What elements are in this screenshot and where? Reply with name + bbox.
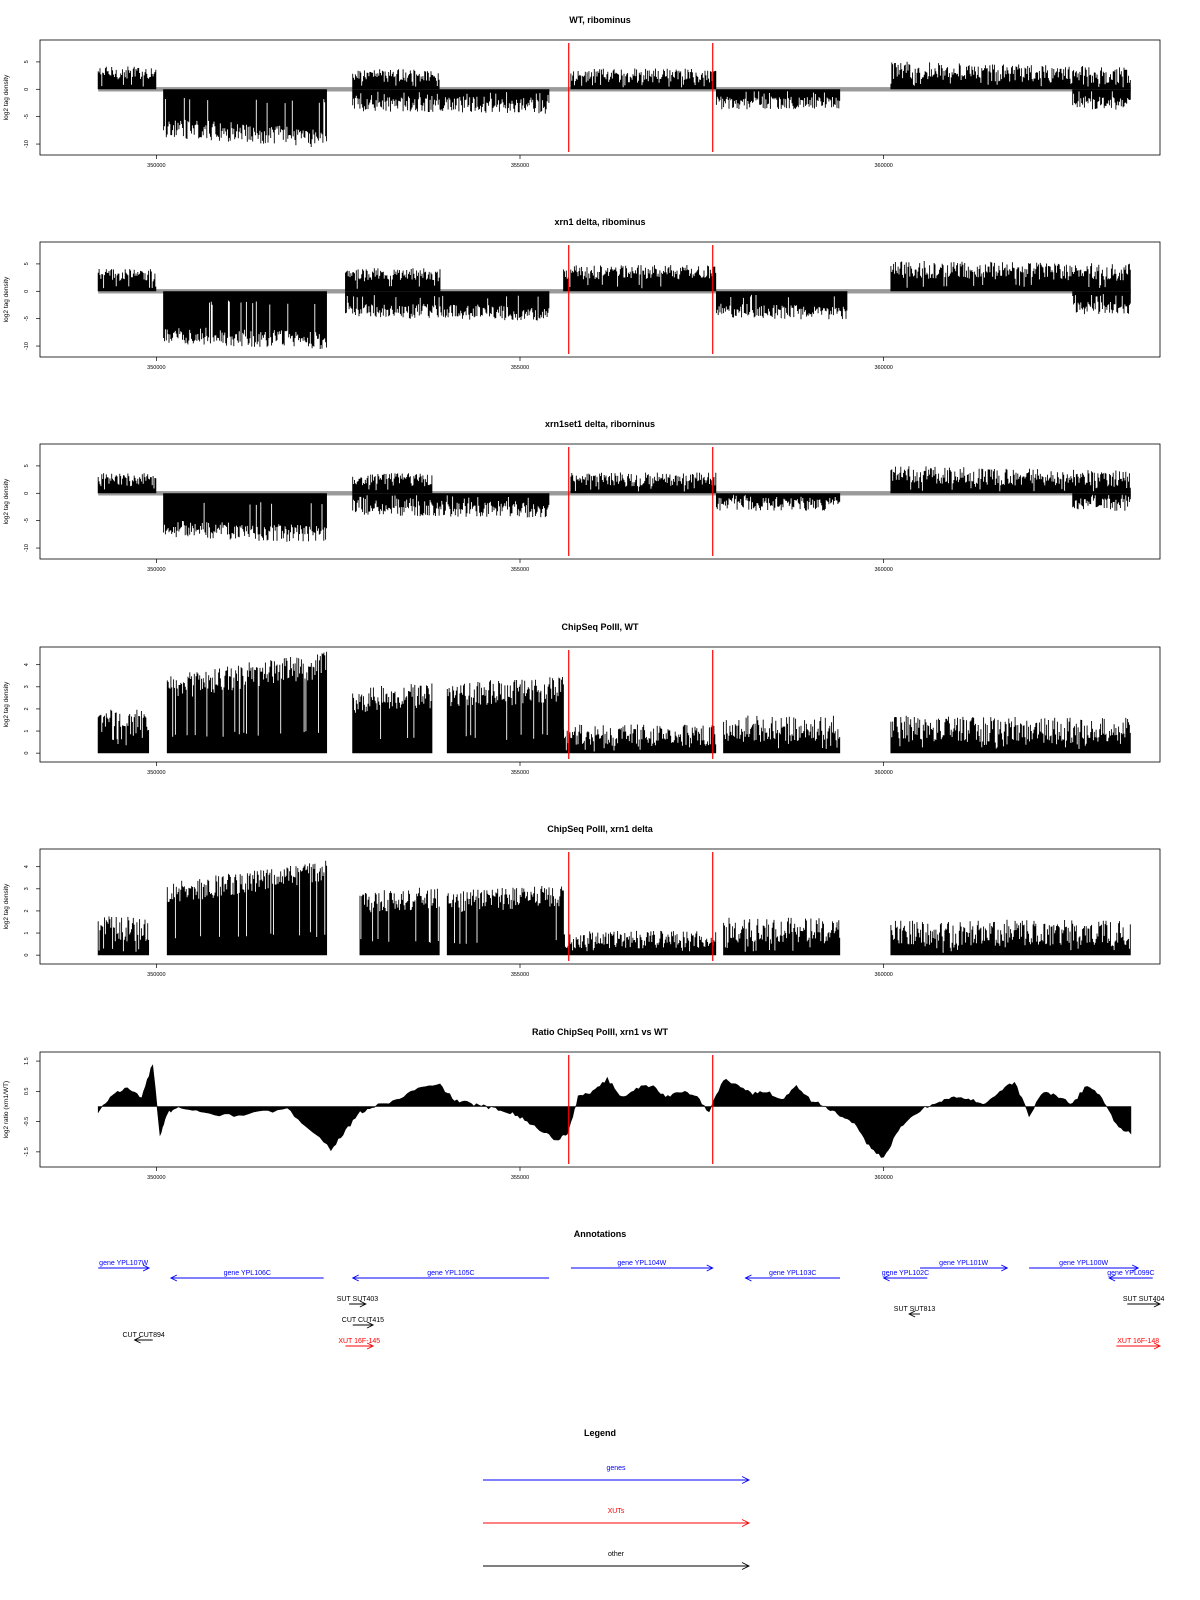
density-bars xyxy=(98,67,156,90)
y-tick-label: -10 xyxy=(24,544,30,553)
y-tick-label: 1 xyxy=(24,931,30,935)
y-tick-label: 0 xyxy=(24,751,30,755)
feature-label: CUT CUT415 xyxy=(341,1317,385,1324)
y-tick-label: -1.5 xyxy=(24,1147,30,1157)
feature-label: gene YPL099C xyxy=(1107,1270,1155,1277)
annotations-panel xyxy=(98,1229,1164,1349)
legend-item xyxy=(483,1508,749,1527)
legend-label: other xyxy=(608,1551,624,1558)
y-tick-label: 5 xyxy=(24,464,30,468)
x-tick-label: 360000 xyxy=(874,163,893,169)
y-tick-label: 4 xyxy=(24,865,30,869)
y-tick-label: 0 xyxy=(24,953,30,957)
density-bars xyxy=(98,710,148,754)
density-bars xyxy=(164,89,327,147)
density-bars xyxy=(716,493,839,511)
annotation-feature xyxy=(1116,1338,1160,1349)
y-tick-label: 3 xyxy=(24,685,30,689)
density-bars xyxy=(98,269,156,291)
density-bars xyxy=(564,265,716,291)
panel-title: Ratio ChipSeq PolII, xrn1 vs WT xyxy=(531,1027,669,1037)
x-tick-label: 355000 xyxy=(510,567,530,573)
annotation-feature xyxy=(353,1270,549,1281)
y-tick-label: 0 xyxy=(24,87,30,91)
annotations-title: Annotations xyxy=(573,1229,627,1239)
density-bars xyxy=(360,888,439,955)
panel-2 xyxy=(3,217,1160,371)
density-bars xyxy=(98,916,148,955)
x-tick-label: 350000 xyxy=(147,770,166,776)
density-bars xyxy=(1073,89,1131,109)
legend-item xyxy=(483,1465,749,1484)
y-tick-label: 0 xyxy=(24,289,30,293)
feature-label: gene YPL106C xyxy=(223,1270,271,1277)
feature-label: XUT 16F-145 xyxy=(338,1338,381,1345)
annotation-feature xyxy=(1107,1270,1154,1281)
annotation-feature xyxy=(882,1270,929,1281)
feature-label: CUT CUT894 xyxy=(122,1332,165,1339)
y-axis-label: log2 ratio (xrn1/WT) xyxy=(3,1080,10,1139)
annotation-feature xyxy=(571,1260,713,1271)
annotation-feature xyxy=(894,1306,936,1317)
y-axis-label: log2 tag density xyxy=(3,883,10,930)
density-bars xyxy=(353,89,549,113)
x-tick-label: 355000 xyxy=(510,163,530,169)
legend-label: genes xyxy=(606,1465,626,1472)
density-bars xyxy=(1073,493,1131,511)
feature-label: SUT SUT404 xyxy=(1122,1296,1165,1303)
annotation-feature xyxy=(342,1317,384,1328)
density-bars xyxy=(1073,291,1131,314)
panel-3 xyxy=(3,419,1160,573)
density-bars xyxy=(447,677,563,753)
density-bars xyxy=(353,493,549,517)
legend-item xyxy=(483,1551,749,1570)
annotation-feature xyxy=(98,1260,149,1271)
feature-label: gene YPL102C xyxy=(881,1270,930,1277)
x-tick-label: 360000 xyxy=(874,567,893,573)
density-bars xyxy=(164,493,327,541)
panel-1 xyxy=(3,15,1160,169)
legend-panel xyxy=(483,1428,749,1570)
y-tick-label: 1 xyxy=(24,729,30,733)
density-bars xyxy=(891,466,1130,493)
y-tick-label: 0.5 xyxy=(24,1087,30,1096)
feature-label: gene YPL104W xyxy=(617,1260,667,1267)
x-tick-label: 350000 xyxy=(147,1175,166,1181)
density-bars xyxy=(564,725,716,754)
y-tick-label: 2 xyxy=(24,909,30,913)
y-tick-label: 0 xyxy=(24,491,30,495)
panel-title: ChipSeq PolII, WT xyxy=(561,622,639,632)
x-tick-label: 355000 xyxy=(510,365,530,371)
density-bars xyxy=(98,473,156,493)
annotation-feature xyxy=(920,1260,1007,1271)
density-bars xyxy=(571,473,716,494)
feature-label: gene YPL101W xyxy=(939,1260,989,1267)
y-tick-label: -10 xyxy=(24,342,30,351)
density-bars xyxy=(167,861,326,955)
y-tick-label: 2 xyxy=(24,707,30,711)
y-axis-label: log2 tag density xyxy=(3,478,10,525)
y-tick-label: 5 xyxy=(24,262,30,266)
y-axis-label: log2 tag density xyxy=(3,681,10,728)
density-bars xyxy=(564,931,716,955)
annotation-feature xyxy=(337,1296,379,1307)
annotation-feature xyxy=(171,1270,324,1281)
feature-label: gene YPL107W xyxy=(99,1260,149,1267)
panel-title: xrn1set1 delta, riborninus xyxy=(544,419,656,429)
x-tick-label: 360000 xyxy=(874,1175,893,1181)
density-bars xyxy=(724,716,840,754)
x-tick-label: 350000 xyxy=(147,567,166,573)
y-axis-label: log2 tag density xyxy=(3,74,10,121)
feature-label: gene YPL105C xyxy=(427,1270,475,1277)
y-tick-label: -5 xyxy=(24,114,30,120)
x-tick-label: 360000 xyxy=(874,365,893,371)
density-bars xyxy=(353,473,432,493)
x-tick-label: 350000 xyxy=(147,163,166,169)
x-tick-label: 360000 xyxy=(874,770,893,776)
annotation-feature xyxy=(122,1332,164,1343)
panel-title: xrn1 delta, ribominus xyxy=(554,217,646,227)
y-tick-label: 1.5 xyxy=(24,1057,30,1065)
y-tick-label: 4 xyxy=(24,663,30,667)
density-bars xyxy=(167,652,326,754)
x-tick-label: 355000 xyxy=(510,972,530,978)
y-tick-label: 3 xyxy=(24,887,30,891)
legend-title: Legend xyxy=(583,1428,617,1438)
density-bars xyxy=(891,920,1130,955)
panel-6 xyxy=(3,1027,1160,1181)
panel-title: WT, ribominus xyxy=(569,15,631,25)
density-bars xyxy=(724,918,840,956)
x-tick-label: 355000 xyxy=(510,770,530,776)
panel-title: ChipSeq PolII, xrn1 delta xyxy=(547,824,653,834)
x-tick-label: 350000 xyxy=(147,365,166,371)
y-tick-label: -0.5 xyxy=(24,1116,30,1127)
density-bars xyxy=(164,291,327,349)
density-bars xyxy=(346,291,549,320)
y-tick-label: -5 xyxy=(24,518,30,524)
annotation-feature xyxy=(338,1338,380,1349)
density-bars xyxy=(353,69,439,89)
panel-5 xyxy=(3,824,1160,978)
feature-label: XUT 16F-148 xyxy=(1117,1338,1160,1345)
density-bars xyxy=(353,684,432,754)
density-bars xyxy=(346,268,441,291)
annotation-feature xyxy=(1123,1296,1165,1307)
x-tick-label: 350000 xyxy=(147,972,166,978)
x-tick-label: 360000 xyxy=(874,972,893,978)
density-bars xyxy=(891,261,1130,291)
density-bars xyxy=(571,69,716,90)
density-bars xyxy=(716,291,847,319)
feature-label: gene YPL100W xyxy=(1059,1260,1109,1267)
density-bars xyxy=(891,716,1130,753)
y-tick-label: -10 xyxy=(24,140,30,149)
feature-label: SUT SUT813 xyxy=(893,1306,936,1313)
y-tick-label: 5 xyxy=(24,60,30,64)
y-tick-label: -5 xyxy=(24,316,30,322)
y-axis-label: log2 tag density xyxy=(3,276,10,323)
x-tick-label: 355000 xyxy=(510,1175,530,1181)
annotation-feature xyxy=(745,1270,840,1281)
feature-label: gene YPL103C xyxy=(769,1270,817,1277)
panel-4 xyxy=(3,622,1160,776)
legend-label: XUTs xyxy=(607,1508,625,1515)
density-bars xyxy=(716,89,839,109)
ratio-area xyxy=(98,1065,1131,1157)
density-bars xyxy=(891,62,1130,90)
feature-label: SUT SUT403 xyxy=(336,1296,379,1303)
density-bars xyxy=(447,886,563,955)
